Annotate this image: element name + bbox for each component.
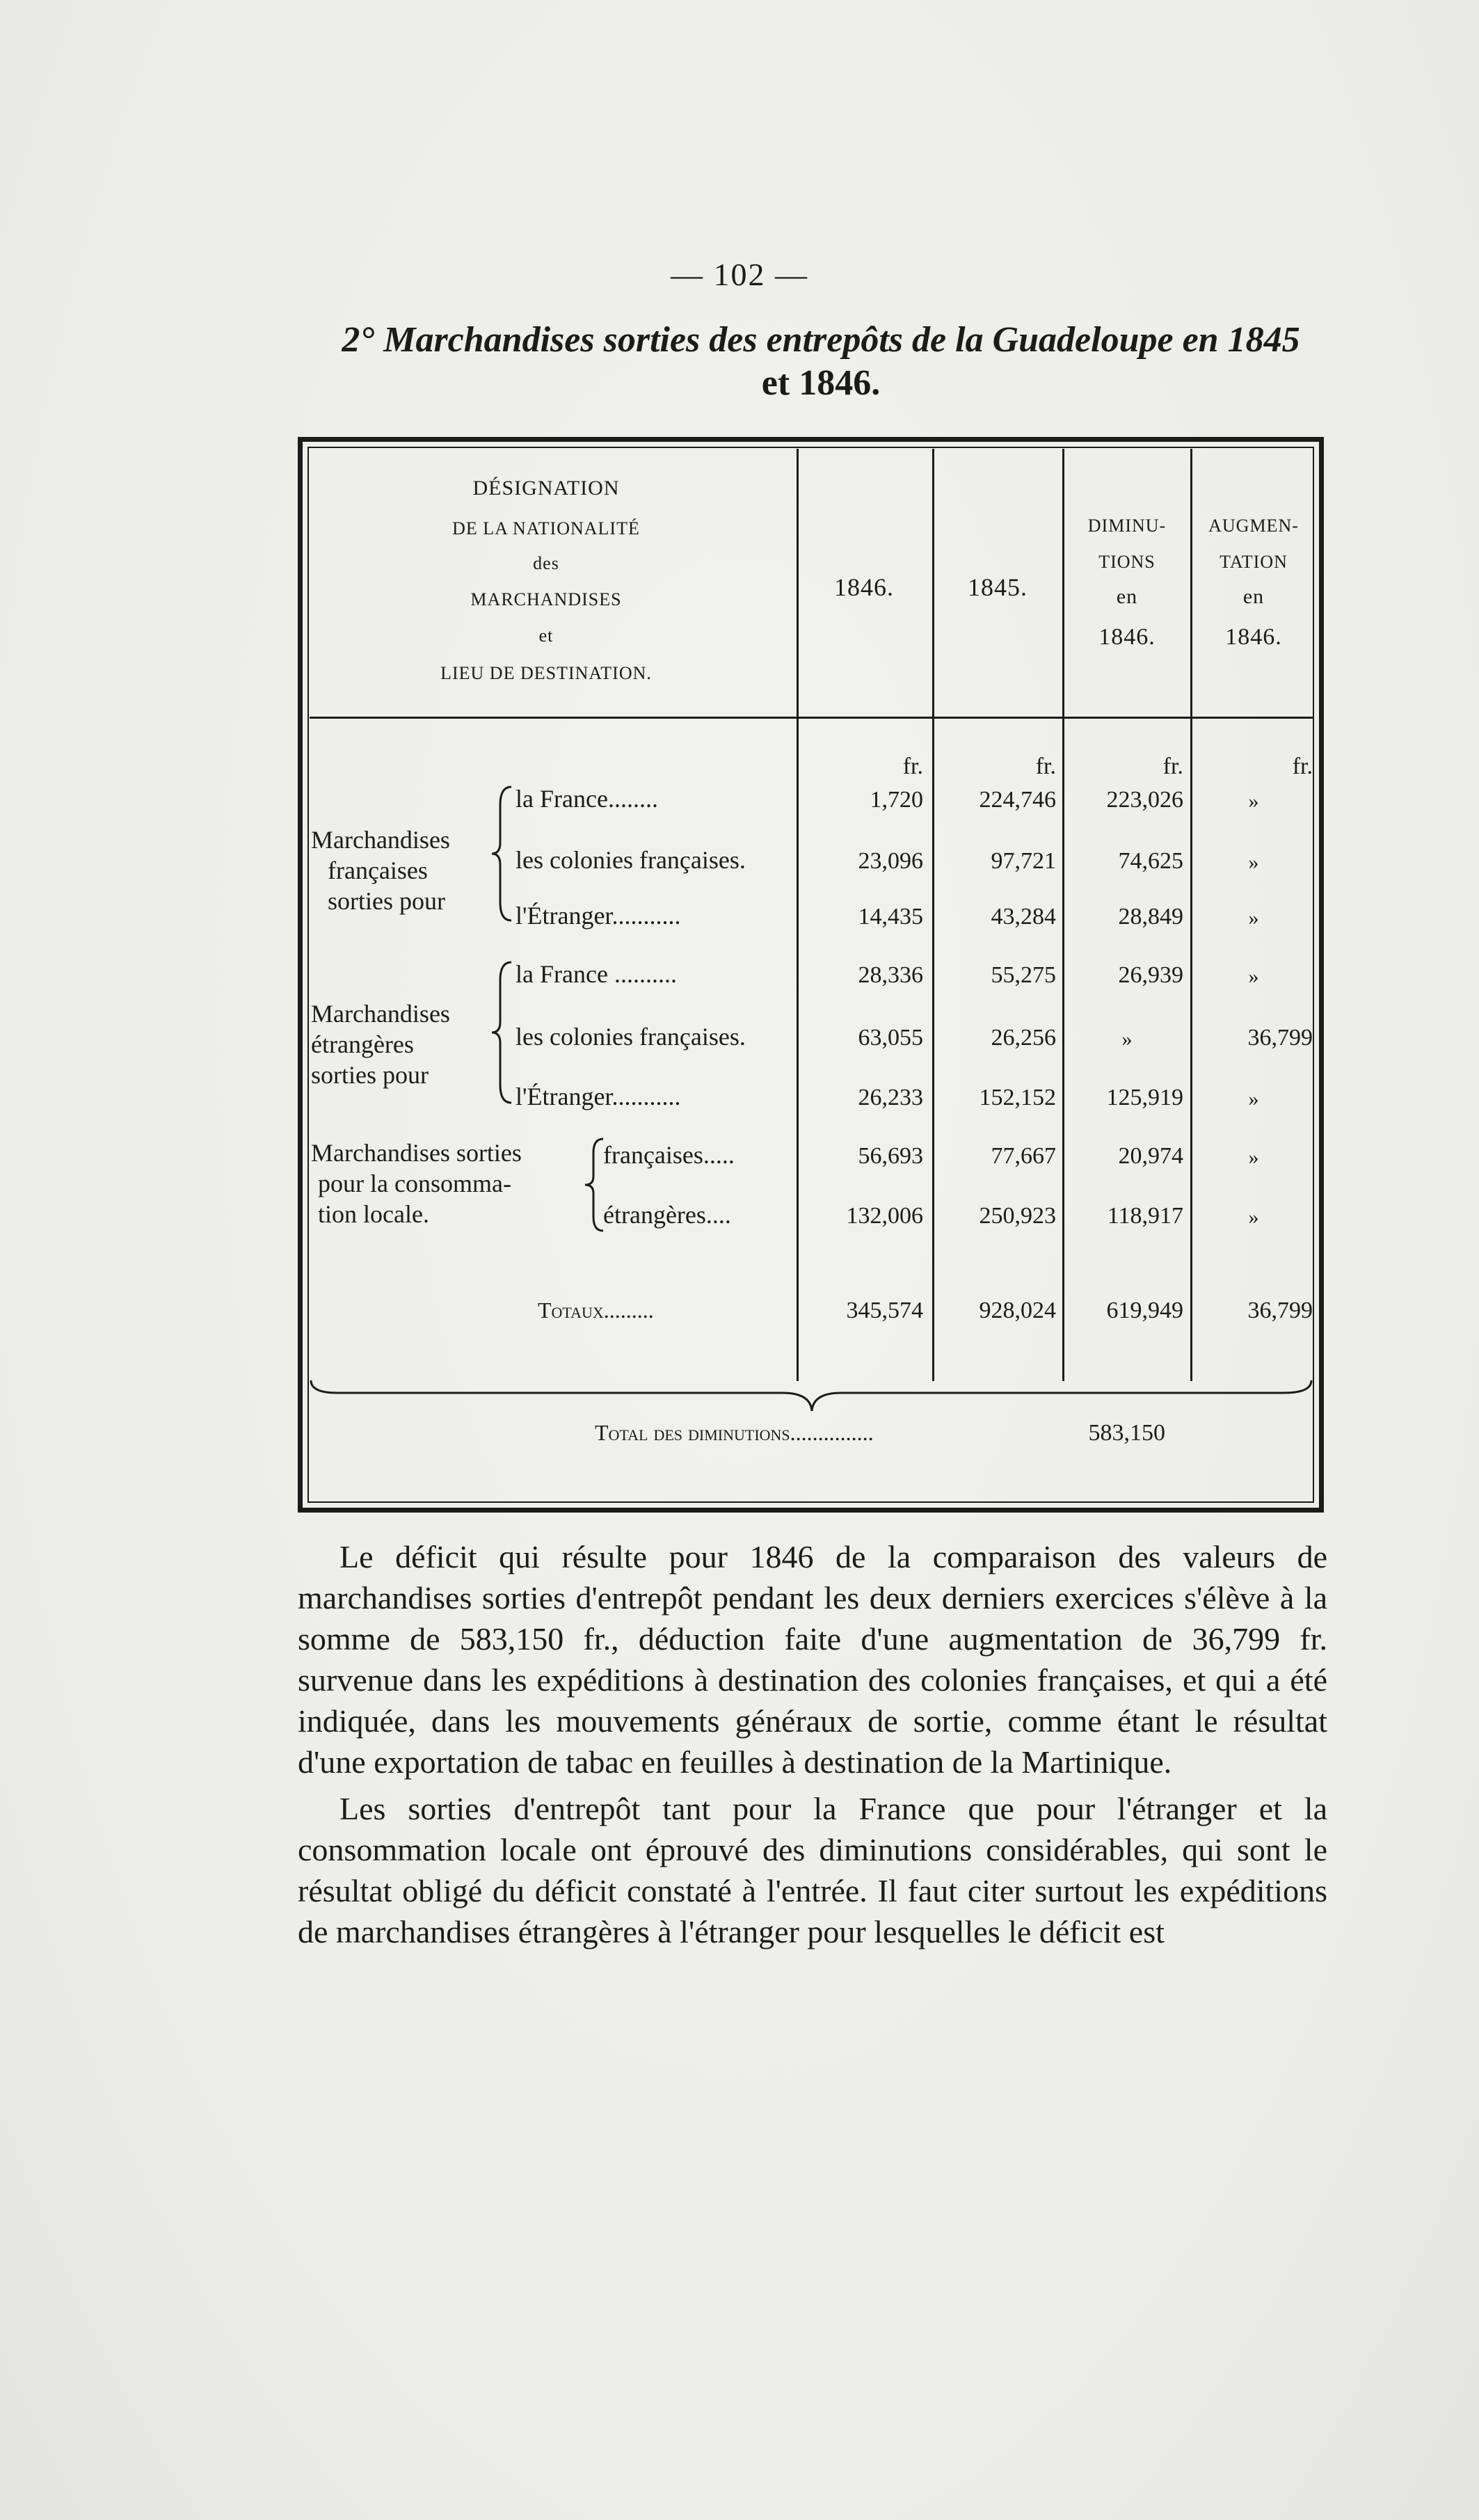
header-rule xyxy=(310,717,1314,719)
paragraph-2: Les sorties d'entrepôt tant pour la France que pour l'étranger et la consommation locale ont éprouvé des diminutions considérables, qui sont le résultat obligé du déficit constaté à l'entrée. Il faut citer surtout les expéditions de marchandises étrangères à l'étranger pour lesquelles le déficit est xyxy=(298,1791,1327,1949)
total-1846: 345,574 xyxy=(846,1298,923,1323)
cell-1845: 26,256 xyxy=(991,1025,1056,1051)
unit-1846: fr. xyxy=(902,753,923,779)
cell-1846: 1,720 xyxy=(870,787,923,813)
row-dest: la France .......... xyxy=(515,960,677,988)
row-dest: étrangères.... xyxy=(603,1201,731,1229)
hdr-dim-4: 1846. xyxy=(1098,624,1156,650)
cell-dim: 125,919 xyxy=(1106,1085,1183,1110)
brace-foreign xyxy=(490,959,518,1106)
title-line-2: et 1846. xyxy=(761,363,881,403)
hdr-dim-2: TIONS xyxy=(1098,552,1156,572)
table-title xyxy=(292,319,1350,405)
unit-1845: fr. xyxy=(1035,753,1056,779)
hdr-1846: 1846. xyxy=(834,573,894,601)
total-1845: 928,024 xyxy=(979,1298,1056,1323)
cell-dim: » xyxy=(1121,1028,1133,1051)
row-dest: françaises..... xyxy=(603,1141,735,1169)
group-label-french: Marchandises françaises sorties pour xyxy=(311,826,450,915)
cell-1845: 152,152 xyxy=(979,1085,1056,1110)
cell-1846: 63,055 xyxy=(858,1025,923,1051)
hdr-designation-5: et xyxy=(538,625,554,646)
cell-1846: 14,435 xyxy=(858,904,923,930)
cell-1846: 132,006 xyxy=(846,1203,923,1229)
totals-label: Totaux......... xyxy=(538,1298,654,1323)
cell-aug: » xyxy=(1248,907,1259,930)
cell-1845: 97,721 xyxy=(991,848,1056,874)
cell-dim: 26,939 xyxy=(1118,962,1183,988)
hdr-designation-3: des xyxy=(533,553,559,573)
cell-dim: 74,625 xyxy=(1118,848,1183,874)
cell-aug: » xyxy=(1248,1087,1259,1110)
group-label-foreign: Marchandises étrangères sorties pour xyxy=(311,1000,450,1089)
cell-1845: 77,667 xyxy=(991,1143,1056,1169)
cell-1845: 43,284 xyxy=(991,904,1056,930)
totals-brace xyxy=(310,1378,1314,1419)
group-label-local: Marchandises sorties pour la consomma- tion locale. xyxy=(311,1139,522,1228)
cell-1846: 26,233 xyxy=(858,1085,923,1110)
row-dest: les colonies françaises. xyxy=(515,1023,746,1051)
hdr-dim-1: DIMINU- xyxy=(1087,516,1167,536)
cell-aug: » xyxy=(1248,790,1259,813)
brace-french xyxy=(490,784,518,923)
cell-aug: » xyxy=(1248,851,1259,874)
hdr-dim-3: en xyxy=(1116,585,1138,608)
row-dest: l'Étranger........... xyxy=(515,1083,681,1110)
cell-aug: » xyxy=(1248,1206,1259,1229)
cell-dim: 20,974 xyxy=(1118,1143,1183,1169)
hdr-aug-1: AUGMEN- xyxy=(1208,516,1299,536)
row-dest: les colonies françaises. xyxy=(515,846,746,874)
total-dim: 619,949 xyxy=(1106,1298,1183,1323)
cell-1845: 55,275 xyxy=(991,962,1056,988)
cell-1845: 224,746 xyxy=(979,787,1056,813)
total-aug: 36,799 xyxy=(1247,1298,1313,1323)
hdr-designation-2: DE LA NATIONALITÉ xyxy=(452,518,640,539)
cell-aug: 36,799 xyxy=(1247,1025,1313,1051)
cell-dim: 118,917 xyxy=(1107,1203,1183,1229)
body-text xyxy=(298,1536,1327,1952)
paragraph-1: Le déficit qui résulte pour 1846 de la comparaison des valeurs de marchandises sorties d'entrepôt pendant les deux derniers exercices s'élève à la somme de 583,150 fr., déduction faite d'une augmentation de 36,799 fr. survenue dans les expéditions à destination des colonies françaises, et qui a été indiquée, dans les mouvements généraux de sortie, comme étant le résultat d'une exportation de tabac en feuilles à destination de la Martinique. xyxy=(298,1539,1327,1780)
hdr-aug-3: en xyxy=(1242,585,1265,608)
cell-dim: 28,849 xyxy=(1118,904,1183,930)
hdr-1845: 1845. xyxy=(968,573,1028,601)
cell-1845: 250,923 xyxy=(979,1203,1056,1229)
total-diminutions-label: Total des diminutions............... xyxy=(595,1420,874,1445)
cell-1846: 23,096 xyxy=(858,848,923,874)
cell-1846: 56,693 xyxy=(858,1143,923,1169)
hdr-designation-1: DÉSIGNATION xyxy=(472,477,620,500)
page-number: — 102 — xyxy=(671,257,808,292)
hdr-designation-6: LIEU DE DESTINATION. xyxy=(440,663,652,683)
unit-aug: fr. xyxy=(1292,753,1313,779)
title-line-1: 2° Marchandises sorties des entrepôts de la Guadeloupe en 1845 xyxy=(342,320,1300,360)
unit-dim: fr. xyxy=(1162,753,1183,779)
total-diminutions-value: 583,150 xyxy=(1088,1420,1165,1446)
cell-aug: » xyxy=(1248,965,1259,988)
goods-table xyxy=(298,437,1324,1513)
hdr-aug-2: TATION xyxy=(1220,552,1288,572)
cell-aug: » xyxy=(1248,1146,1259,1169)
row-dest: la France........ xyxy=(515,785,658,813)
hdr-designation-4: MARCHANDISES xyxy=(470,589,622,609)
cell-1846: 28,336 xyxy=(858,962,923,988)
hdr-aug-4: 1846. xyxy=(1225,624,1282,650)
row-dest: l'Étranger........... xyxy=(515,902,681,930)
cell-dim: 223,026 xyxy=(1106,787,1183,813)
